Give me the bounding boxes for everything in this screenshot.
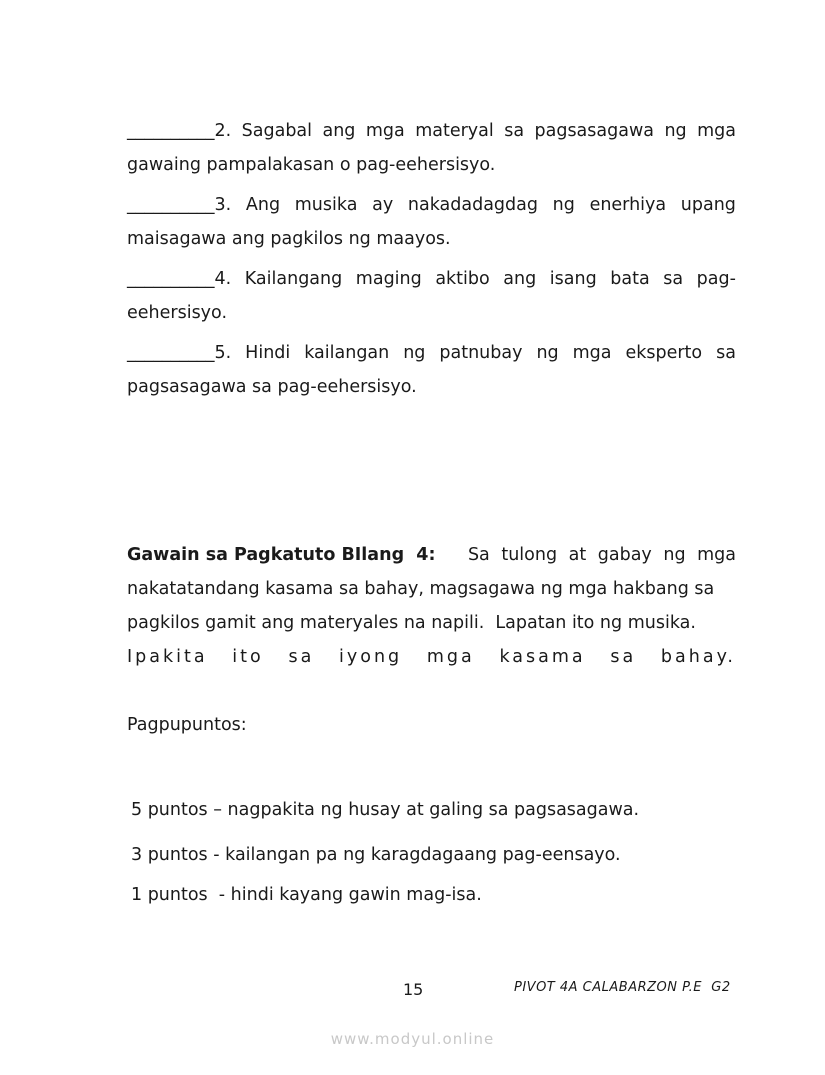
- item-line: __________3. Ang musika ay nakadadagdag ng enerhiya upang: [127, 188, 736, 222]
- answer-blank[interactable]: __________2.: [127, 121, 232, 141]
- item-line: __________5. Hindi kailangan ng patnubay ng mga eksperto sa: [127, 336, 736, 370]
- item-continuation: pagsasagawa sa pag-eehersisyo.: [127, 377, 417, 397]
- item-3: [127, 188, 736, 256]
- item-line: __________2. Sagabal ang mga materyal sa pagsasagawa ng mga: [127, 114, 736, 148]
- scoring-heading: Pagpupuntos:: [127, 715, 247, 735]
- answer-blank[interactable]: __________4.: [127, 269, 232, 289]
- answer-blank[interactable]: __________3.: [127, 195, 232, 215]
- page-number: 15: [403, 980, 424, 999]
- activity-title: Gawain sa Pagkatuto BIlang 4:: [127, 545, 436, 565]
- rubric-item: 5 puntos – nagpakita ng husay at galing sa pagsasagawa.: [131, 800, 640, 820]
- item-5: [127, 336, 736, 404]
- item-line: __________4. Kailangang maging aktibo ang isang bata sa pag-: [127, 262, 736, 296]
- item-4: [127, 262, 736, 330]
- item-continuation: maisagawa ang pagkilos ng maayos.: [127, 229, 451, 249]
- activity-paragraph: Gawain sa Pagkatuto BIlang 4: Sa tulong at gabay ng mga nakatatandang kasama sa bahay, magsagawa ng mga hakbang sa pagkilos gamit ang materyales na napili. Lapatan ito ng musika. Ipakita ito sa iyong mga kasama sa bahay.: [127, 538, 736, 674]
- item-continuation: eehersisyo.: [127, 303, 228, 323]
- answer-blank[interactable]: __________5.: [127, 343, 232, 363]
- rubric-item: 3 puntos - kailangan pa ng karagdagaang pag-eensayo.: [131, 845, 621, 865]
- watermark: www.modyul.online: [330, 1030, 495, 1048]
- true-false-items: [127, 114, 736, 404]
- item-2: [127, 114, 736, 182]
- rubric-item: 1 puntos - hindi kayang gawin mag-isa.: [131, 885, 482, 905]
- footer-reference: PIVOT 4A CALABARZON P.E G2: [514, 980, 731, 995]
- item-continuation: gawaing pampalakasan o pag-eehersisyo.: [127, 155, 496, 175]
